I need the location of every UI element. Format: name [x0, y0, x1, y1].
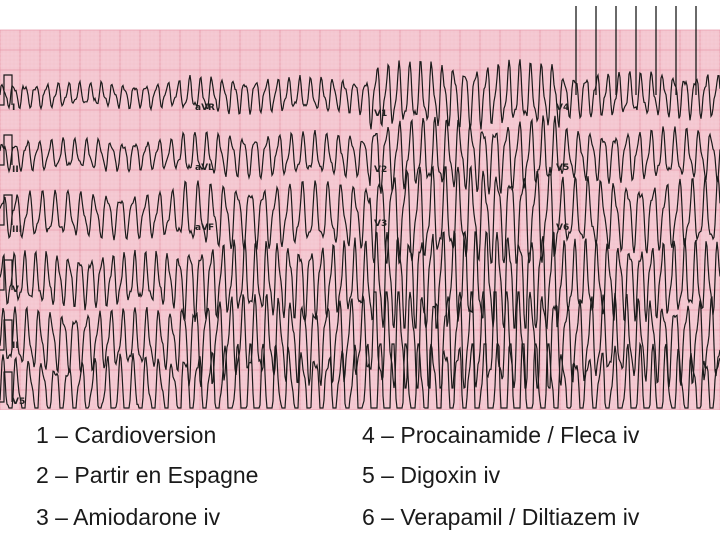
- lead-label-right-b-1: V4: [556, 103, 570, 113]
- lead-label-left-2: II: [12, 165, 19, 175]
- lead-label-right-a-1: V1: [374, 109, 388, 119]
- lead-label-mid-1: aVR: [195, 103, 215, 113]
- option-5-digoxin[interactable]: 5 – Digoxin iv: [362, 462, 501, 488]
- lead-label-right-a-3: V3: [374, 219, 388, 229]
- option-6-verapamil-diltiazem[interactable]: 6 – Verapamil / Diltiazem iv: [362, 504, 640, 530]
- lead-label-left-6: V5: [12, 397, 26, 407]
- option-2-partir-en-espagne[interactable]: 2 – Partir en Espagne: [36, 462, 259, 488]
- lead-label-left-4: V: [12, 285, 19, 295]
- answer-options: [0, 410, 720, 540]
- lead-label-left-3: III: [12, 225, 23, 235]
- lead-label-left-1: I: [12, 103, 16, 113]
- lead-label-right-a-2: V2: [374, 165, 388, 175]
- option-3-amiodarone[interactable]: 3 – Amiodarone iv: [36, 504, 221, 530]
- lead-label-right-b-2: V5: [556, 163, 570, 173]
- option-4-procainamide-fleca[interactable]: 4 – Procainamide / Fleca iv: [362, 422, 640, 448]
- lead-label-right-b-3: V6: [556, 223, 570, 233]
- lead-label-mid-3: aVF: [195, 223, 215, 233]
- lead-label-mid-2: aVL: [195, 163, 214, 173]
- option-1-cardioversion[interactable]: 1 – Cardioversion: [36, 422, 217, 448]
- lead-label-left-5: II: [12, 341, 19, 351]
